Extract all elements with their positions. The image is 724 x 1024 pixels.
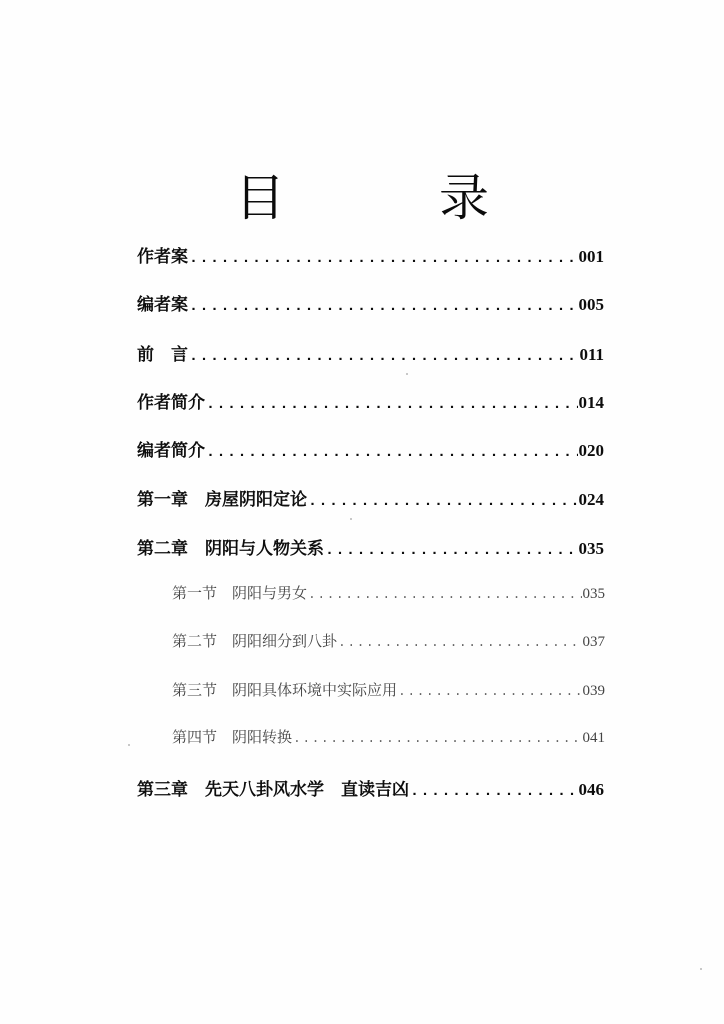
dot-leader: [338, 635, 581, 650]
dot-leader: [189, 348, 578, 365]
dot-leader: [398, 684, 581, 699]
toc-entry-section-4: [172, 726, 605, 747]
toc-entry-author-bio: [137, 388, 604, 413]
toc-entry-section-3: [172, 679, 605, 700]
dot-leader: [325, 542, 578, 559]
scan-speck: [700, 968, 702, 970]
dot-leader: [189, 250, 578, 267]
scan-speck: [406, 373, 408, 375]
toc-entry-section-1: [172, 582, 605, 603]
toc-entry-label: 第四节 阴阳转换: [172, 728, 293, 746]
toc-page-number: 005: [578, 295, 604, 314]
dot-leader: [206, 444, 578, 461]
toc-entry-label: 前 言: [137, 345, 188, 365]
dot-leader: [293, 731, 581, 746]
dot-leader: [206, 396, 578, 413]
toc-entry-label: 作者案: [137, 247, 188, 267]
toc-entry-label: 第二章 阴阳与人物关系: [137, 539, 324, 559]
toc-entry-editor-note: [137, 290, 604, 315]
dot-leader: [189, 298, 578, 315]
toc-page-number: 011: [579, 345, 604, 364]
toc-entry-label: 第三节 阴阳具体环境中实际应用: [172, 681, 398, 699]
toc-entry-label: 编者简介: [137, 441, 205, 461]
toc-entry-author-note: [137, 242, 604, 267]
toc-page-number: 024: [578, 490, 604, 509]
toc-page-number: 039: [582, 683, 605, 699]
toc-page-number: 035: [582, 586, 605, 602]
toc-entry-chapter-1: [137, 485, 604, 510]
toc-entry-label: 第一节 阴阳与男女: [172, 584, 308, 602]
toc-entry-label: 第一章 房屋阴阳定论: [137, 490, 307, 510]
scan-speck: [350, 518, 352, 520]
toc-page-number: 001: [578, 247, 604, 266]
toc-page-number: 014: [578, 393, 604, 412]
toc-entry-editor-bio: [137, 436, 604, 461]
toc-page-number: 020: [578, 441, 604, 460]
toc-entry-chapter-2: [137, 534, 604, 559]
toc-page-number: 037: [582, 634, 605, 650]
dot-leader: [308, 493, 578, 510]
toc-entry-label: 编者案: [137, 295, 188, 315]
dot-leader: [308, 587, 581, 602]
toc-page-number: 046: [578, 780, 604, 799]
scan-speck: [128, 744, 130, 746]
toc-page-number: 041: [582, 730, 605, 746]
toc-entry-label: 第二节 阴阳细分到八卦: [172, 632, 338, 650]
toc-entry-section-2: [172, 630, 605, 651]
toc-entry-preface: [137, 340, 604, 365]
toc-entry-label: 第三章 先天八卦风水学 直读吉凶: [137, 780, 409, 800]
toc-title: 目 录: [235, 169, 541, 227]
toc-entry-label: 作者简介: [137, 393, 205, 413]
dot-leader: [410, 783, 578, 800]
toc-page-number: 035: [578, 539, 604, 558]
toc-entry-chapter-3: [137, 775, 604, 800]
